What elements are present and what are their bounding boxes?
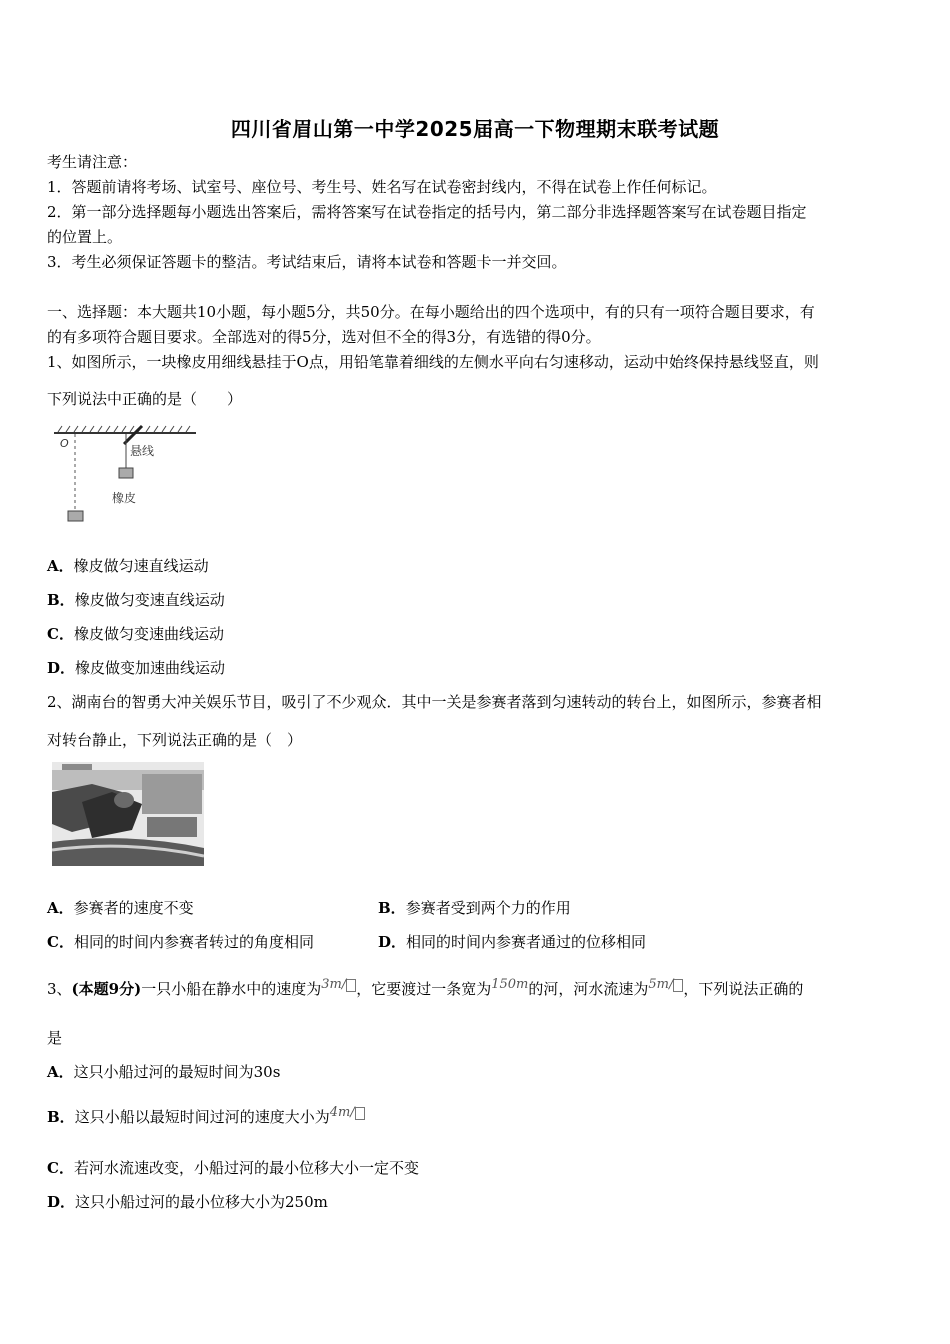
option: B．参赛者受到两个力的作用 (378, 899, 571, 917)
option: A．参赛者的速度不变 (47, 899, 194, 917)
notice-heading: 考生请注意： (47, 153, 138, 171)
section-instructions: 一、选择题：本大题共10小题，每小题5分，共50分。在每小题给出的四个选项中，有的只有一项符合题目要求，有 (47, 303, 815, 321)
notice-item: 1．答题前请将考场、试室号、座位号、考生号、姓名写在试卷密封线内，不得在试卷上作任何标记。 (47, 178, 717, 196)
eraser-initial (68, 511, 83, 521)
option: A．橡皮做匀速直线运动 (47, 557, 209, 575)
question-2-stem: 2、湖南台的智勇大冲关娱乐节目，吸引了不少观众．其中一关是参赛者落到匀速转动的转台上，如图所示，参赛者相 (47, 693, 822, 711)
option: D．这只小船过河的最小位移大小为250m (47, 1193, 328, 1211)
question-3-stem: 3、(本题9分)一只小船在静水中的速度为3m/ ，它要渡过一条宽为150m的河，河水流速为5m/ ，下列说法正确的 (47, 977, 804, 998)
option: D．相同的时间内参赛者通过的位移相同 (378, 933, 647, 951)
notice-item: 3．考生必须保证答题卡的整洁。考试结束后，请将本试卷和答题卡一并交回。 (47, 253, 567, 271)
option: D．橡皮做变加速曲线运动 (47, 659, 226, 677)
option: C．若河水流速改变，小船过河的最小位移大小一定不变 (47, 1159, 419, 1177)
missing-glyph-icon (355, 1107, 365, 1120)
option: B．橡皮做匀变速直线运动 (47, 591, 225, 609)
missing-glyph-icon (673, 979, 683, 992)
question-2-photo (52, 762, 204, 866)
notice-item: 的位置上。 (47, 228, 123, 246)
option: B．这只小船以最短时间过河的速度大小为4m/ (47, 1107, 365, 1129)
figure-point-label: O (60, 437, 69, 450)
figure-eraser-label: 橡皮 (112, 491, 137, 505)
section-instructions: 的有多项符合题目要求。全部选对的得5分，选对但不全的得3分，有选错的得0分。 (47, 328, 601, 346)
question-1-stem: 下列说法中正确的是（ ） (47, 390, 243, 408)
missing-glyph-icon (346, 979, 356, 992)
question-1-figure (50, 420, 210, 530)
eraser (119, 468, 133, 478)
option: C．橡皮做匀变速曲线运动 (47, 625, 224, 643)
option: C．相同的时间内参赛者转过的角度相同 (47, 933, 314, 951)
page-title: 四川省眉山第一中学2025届高一下物理期末联考试题 (230, 117, 720, 141)
figure-string-label: 悬线 (130, 444, 155, 458)
notice-item: 2．第一部分选择题每小题选出答案后，需将答案写在试卷指定的括号内，第二部分非选择题答案写在试卷题目指定 (47, 203, 807, 221)
question-3-stem: 是 (47, 1029, 63, 1047)
question-1-stem: 1、如图所示，一块橡皮用细线悬挂于O点，用铅笔靠着细线的左侧水平向右匀速移动，运动中始终保持悬线竖直，则 (47, 353, 819, 371)
question-2-stem: 对转台静止，下列说法正确的是（ ） (47, 731, 303, 749)
option: A．这只小船过河的最短时间为30s (47, 1063, 281, 1081)
